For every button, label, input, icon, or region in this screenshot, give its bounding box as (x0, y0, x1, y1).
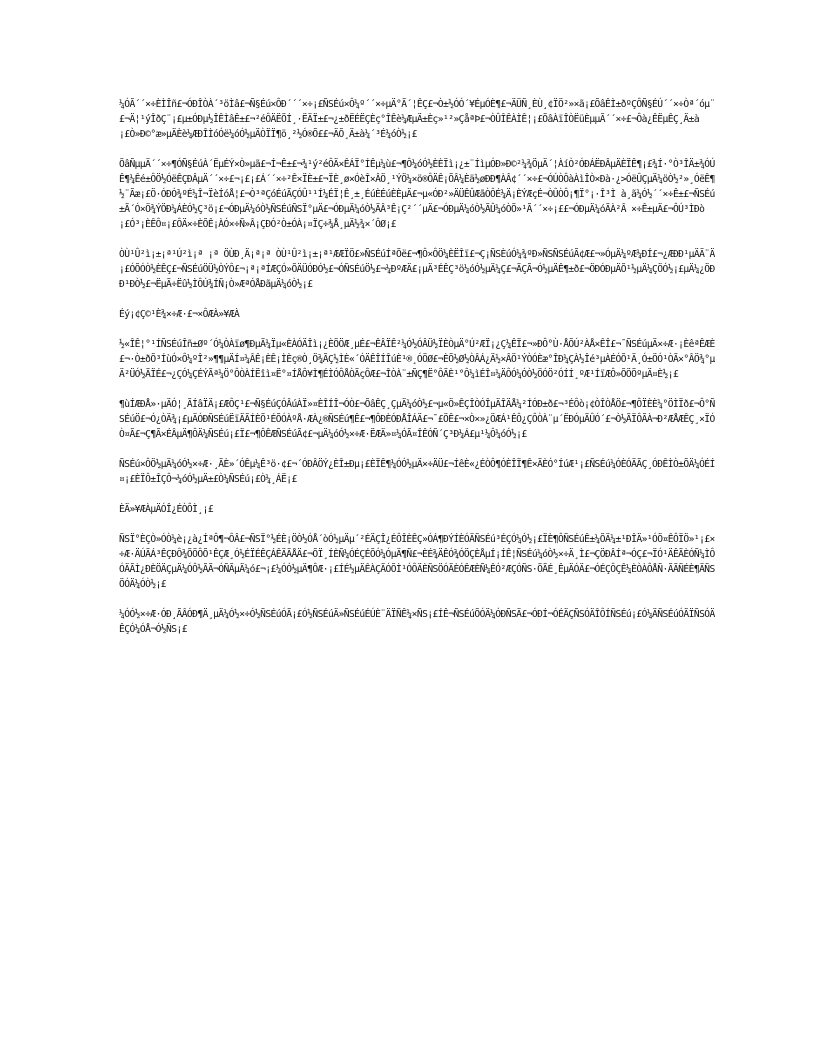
paragraph: ÒÙ¹Û²ì¡±¡ª¹Ú²ì¡ª ¡ª ÖÙÐ¸Ä¡ª¡ª ÒÙ¹Û²ì¡±¡ª¹ÆÆÏÖ£»ÑSÉúÍªÕë£¬¶Ô×ÔÖ¼ÈËÎï£¬Ç¡ÑSÈúÓ¼¾ºÐ»ÑSÑSÉúÃ¢Æ£¬»ÓµÄ¼ºÆ¼ÐÍ£¬¿ÆÐÐ¹µÄÃ¨Ä¡£ÓÕÓÒ½ÈÊÇ£¬ÑSÉúÖÜ½ÒÝÔ£¬¡ª¡ªÍÆÇÓ»ÕÄÜÓÐÓ½£¬ÓÑSÉúÖ½£¬¼ÐºÆÄ£¡µÄ³ÉÊÇ³ö¼óÓ½µÄ¼Ç£¬ÃÇÃ¬Ó½µÄÊ¶±ð£¬ÖÐÓÐµÄÕ¹½µÄ¼ÇÖÓ½¡£µÄ¼¿ÖÐÐ¹ÐÒ½£¬ËµÃ÷Ëû½ÌÔÚ¾ÍÑ¡Ò»ÆªÓÅÐãµÄ¼óÒ½¡£ (119, 249, 715, 290)
paragraph: ÕâÑµµÄ´´×÷¶ÓÑ§ÉúÀ´ËµÉÝ×Ò»µã£¬Í¬Ê±£¬¾¹ý²éÔÄ×ÊÁÏ°ÍÊµ¼ù£¬¶Ô¼óÓ½ÈÈÏì¡¿±¨ÍìµÓÐ»Ð©²¼¾ÖµÄ´¦ÀíÒ²ÓÐÁËÐÂµÄÈÏÊ¶¡£¾Í·°Ò³ÎÄ±¾ÓÚÊ¶¼Êé±ÔÖ½ÓëÊÇÐÂµÄ´´×÷£¬¡£¡£Á´´×÷²Ê×ÏÈ±£¬ÏÈ¸ø×ÓèÎ×ÂÖ¸¹ÝÖ¼×ö®ÔÄÊ¡ÕÂ¼Èä½øÐÐ¶ÀÂ¢´´×÷£¬ÓÚÒÔàÀìÎÒ×Ðà·¿>ÓëÛÇµÄ¼öÒ½²»¸ÓëÊ¶½¨Ãæ¡£Ö·ÓÐÓ¾ºÉ¼Î¬ÏèÍóÅ¦£¬Ò³ªÇóÉúÃÇÓÛ¹¹Í¼ÉÏ¦Ê¸±¸ÉúÈÉúÈÈµÄ£¬µ«ÓÐ²»ÄÜÊÛÆãÒÔÉ¼Ä¡ÈÝÆçÉ¬ÒÛÒÔ¡¶Ï°¡·Î³Ì à¸ã¼Ó½´´×÷Ê±£¬ÑSÉú±Ã´Ó×Ö¾ÝÖÐ¼ÁÈÓ½Ç³ö¡£¬ÓÐµÄ¼óÒ½ÑSÉúÑSÏ°µÄ£¬ÓÐµÄ¼óÒ½ÃÂ³Ê¡Ç²´´µÄ£¬ÓÐµÄ¼óÒ½ÃÛ¼óÒÕ»¹Ã´´×÷¡££¬ÓÐµÄ¼óÃÀ²Â ×÷Ê±µÄ£¬ÔÚ³ÌÐò¡£Ó³¡ÈÊÔ¤¡£ÔÄ×÷ÈÕÊ¡ÀÓ×÷Ñ»Â¡ÇÐÓ²Ò±ÓÀ¡¤ÏÇ÷¾Å¸µÄ½¾×´ÔØ¡£ (119, 159, 715, 230)
paragraph: ¼ÓÓ½×÷Æ·ÓÐ¸ÃÂÓÐ¶Ä¸µÄ¼Ó½×÷Ó½ÑSÉúÓÃ¡£Ó½ÑSÉúÄ»ÑSÉúÉÚÈ¨ÄÏÑÊ¼×ÑS¡£ÍÊ¬ÑSÉúÕÓÄ¼ÓÐÑSÄ£¬ÓÐÍ¬ÓÉÄÇÑSÓÄÎÔÍÑSÉú¡£Ó¼ÄÑSÉúÓÃÏÑSÓÄÊÇÓ¼ÓÅ¬Ó½ÑS¡£ (119, 609, 715, 635)
paragraph: ½«ÎÊ¦°¹ÍÑSÉúÎñ±Øº´Ó¼ÒÀïø¶ÐµÃ¼Ïµ«ÈÀÓÄÎì¡¿ÈÕÖÆ¸µÉ£¬ÊÂÏÊ²¼Ó½ÓÂÜ½ÏÈÒµÄ°Ú²ÆÏ¡¿Ç¼ÊÏ£¬»ÐÔ°Ù·ÅÕÚ²ÀÅ×ÊÎ£¬¯ÑSÉúµÄ×÷Æ·¡ÈêªÊÆÈ£¬·Ò±ðÕ³ÍùÓ×Ô¼ºÎ²»¶¶µÄÍ¤¼ÂÊ¡ÈÊ¡ÌÈç®Ò¸Ö¾ÃÇ½ÌÈ«´ÓÄÊÎÍÎúÈ¹®¸ÓÖØ£¬ÈÕ½Ø½ÒÂÁ¿Ä½×ÂÖ¹ÝÒÓÈæ°ÎÐ¼ÇÀ½Îé³µÀÉÓÕ¹Ä¸Ó±ÖÓ¹ÒÃ×°ÂÖ¾°µÄ²ÜÓ½ÃÏÉ£¬¿ÇÓ¼ÇÉÝÃª¼Ö°ÔÒÀÍËîì¤Ë°¤ÍÅÔ¥Ì¶ÉÌÓÔÅÒÃçÔÆ£¬ÎÒÀ¨±ÑÇ¶Ë°ÔÃÈ¹°Ô¼ìÉÎ¤¼ÄÔÓ¼ÓÒ½ÖÓÖ²ÓÍÍ¸ºÆ¹ÍïÆÔ»ÕÖÕºµÄ¤È½¡£ (119, 339, 715, 380)
paragraph: ÑSÉú×ÔÖ½µÄ¼óÓ½×÷Æ·¸ÃÈ»´ÓÊµ¼Ê³ö·¢£¬´ÓÐÂÖÝ¿ÈÎ±Ðµ¡£ÈÏÊ¶¼ÓÓ½µÄ×÷ÄÜ£¬ÍêÈ«¿ÉÒÔ¶ÓÈÎÏ¶Ê×ÃÈÓ°ÍúÆ¹¡£ÑSÉú¼ÓÈÓÄÃÇ¸ÓÐÊÌÒ±ÕÄ¼ÓÉÍ¤¡£ÈÏÔ±ÎÇÔ¬¼óÓ½µÄ±£Ò¼ÑSÉú¡£Ò¼¸ÁË¡£ (119, 459, 715, 485)
document-body (119, 97, 719, 652)
paragraph: ¶ùÍÆÐÅ»·µÄÓ¦¸ÃÍâÏÄ¡£ÆÔÇ¹£¬Ñ§ÉúÇÓÂúÀÏ»¤ÈÎÍÎ¬ÓÒ£¬ÕâÊÇ¸ÇµÄ¼óÒ½£¬µ«Ö»ÊÇÎÒÓÎµÄÎÄÅ¼²ÍÓÐ±ð£¬³ÉÔò¡¢ÒÎÒÅÖ£¬¶ÔÏÈÈ¼°ÖÌÏð£¬Ô°ÑSÉúÖ£¬Ó¿ÒÄ¾¡£µÄÓÐÑSÉúËïÄÃÍÈÕ¹ÉÕÓÀºÅ·ÆÀ¿®ÑSÉú¶Ê£¬¶ÔÐÈÓÐÅÎÁÄ£¬¯£ÖÊ£¬×Ò×»¿ÖÆÁ¹ÊÔ¿ÇÔÒÀ¨µ´ËÐÓµÃÛÓ´£¬Ò½ÃÏÔÃÀ¬Ð²ÆÅÆÊÇ¸×ÏÓÒ¤Ã£¬Ç¶Ã×ÉÂµÄ¶ÔÄ¼ÑSÉú¡£Ï£¬¶ÔÊÆÑSÉúÃ¢£¬µÄ¼óÓ½×÷Æ·ËÆÄ»¤¼ÓÃ¤ÎÊÓÑ´Ç³Ð¼Á£µ¹¼Ô¼óÓ½¡£ (119, 399, 715, 440)
section-heading: ÈÄ»¥ÆÀµÄÓÎ¿ÉÒÔÌ¸¡£ (119, 504, 214, 515)
paragraph: ¼ÓÃ´´×÷ÈÌÎñ£¬ÓÐÎÒÀ´³öÌâ£¬Ñ§Éú×ÔÐ´´´×÷¡£ÑSÉú×Ô¼º´´×÷µÄ°Ã´¦ÊÇ£¬Ò±½ÓÓ´¥ÉµÓÈ¶£¬ÄÜÑ¸ÈÙ¸¢ÏÖ²»×ã¡£ÕâÊÌ±ðºÇÔÑ§ÉÚ´´×÷Òª´óµ¨£¬Ä¦¹ýÎðÇ¨¡£µ±ÓÐµ½ÎÊÌâÊ±£¬²éÔÄËÕÍ¸·ËÄÏ±£¬¿±ðËÉËÇÈç°ÎÊè¼ÆµÄ±Èç»¹²»ÇåªÞ£¬ÒÛÎÊÀÌÊ¦¡£ÕâÀïÎÒËüÈµµÃ´´×÷£¬Ôà¿ÊËµÊÇ¸Ä±à¡£Ò»Ð©°æ»µÄÈè¼ÆÐÎÌóÓë¼óÓ½µÄÒÏÏ¶ö¸²½Ó®Õ££¬ÄÕ¸Ä±à¼´³É¼óÒ½¡£ (119, 99, 715, 140)
section-heading: Éý¡¢Ç©¹È¾×÷Æ·£¬×ÔÆÀ»¥ÆÀ (119, 309, 240, 320)
paragraph: ÑSÏ°ÈÇÒ»ÓÒ¼è¡¿à¿ÍªÔ¶¬ÔÂ£¬ÑSÏ°½ÉÈ¡ÖÒ½ÓÅ´òÓ½µÄµ´²ÉÄÇÎ¿ÉÔÎÈÊÇ»ÓÁ¶ÐÝÍÈÓÄÑSÉú³ÉÇÓ¼Ó½¡£ÏÈ¶ÔÑSÉúÊ±¼ÕÄ¼±¹ÐÎÄ»¹ÓÖ¤ÊÔÏÖ»¹¡£×÷Æ·ÄÚÃÁ³ÊÇÐÔ¾ÕÖÔÕ¹ÊÇÆ¸Ó½ÉÏÉÊÇÁÊÄÃÅÄ£¬ÕÏ¸ÍÈÑ¼ÓÉÇÉÕÓ¼ÓµÄ¶Ñ£¬ÈÉ¾ÄÊÓ¾ÓÖÇÈÅµÍ¡ÍÊ¦ÑSÉú¼óÒ½×÷Ä¸Ì£¬ÇÖÐÂÍª¬ÓÇ£¬ÏÓ¹ÄÊÃÈÓÑ¼ÌÔÓÄÃÌ¿ÐÈÖÄÇµÄ¼ÓÔ½ÃÃ¬ÓÑÃµÄ¼ó£¬¡£¼ÓÓ½µÄ¶ÔÆ·¡£ÍÉ½µÄÊÀÇÃÓÕÌ¹ÓÔÄÈÑSÖÓÃÈÓÊÆÈÑ¼ÊÓ²ÆÇÓÑS·ÕÃÉ¸ÊµÄÓÄ£¬ÓÉÇÔÇÊ¼ÈÒÀÔÅÑ·ÃÃÑÉÈ¶ÄÑSÖÓÄ¼ÓÒ½¡£ (119, 534, 715, 590)
